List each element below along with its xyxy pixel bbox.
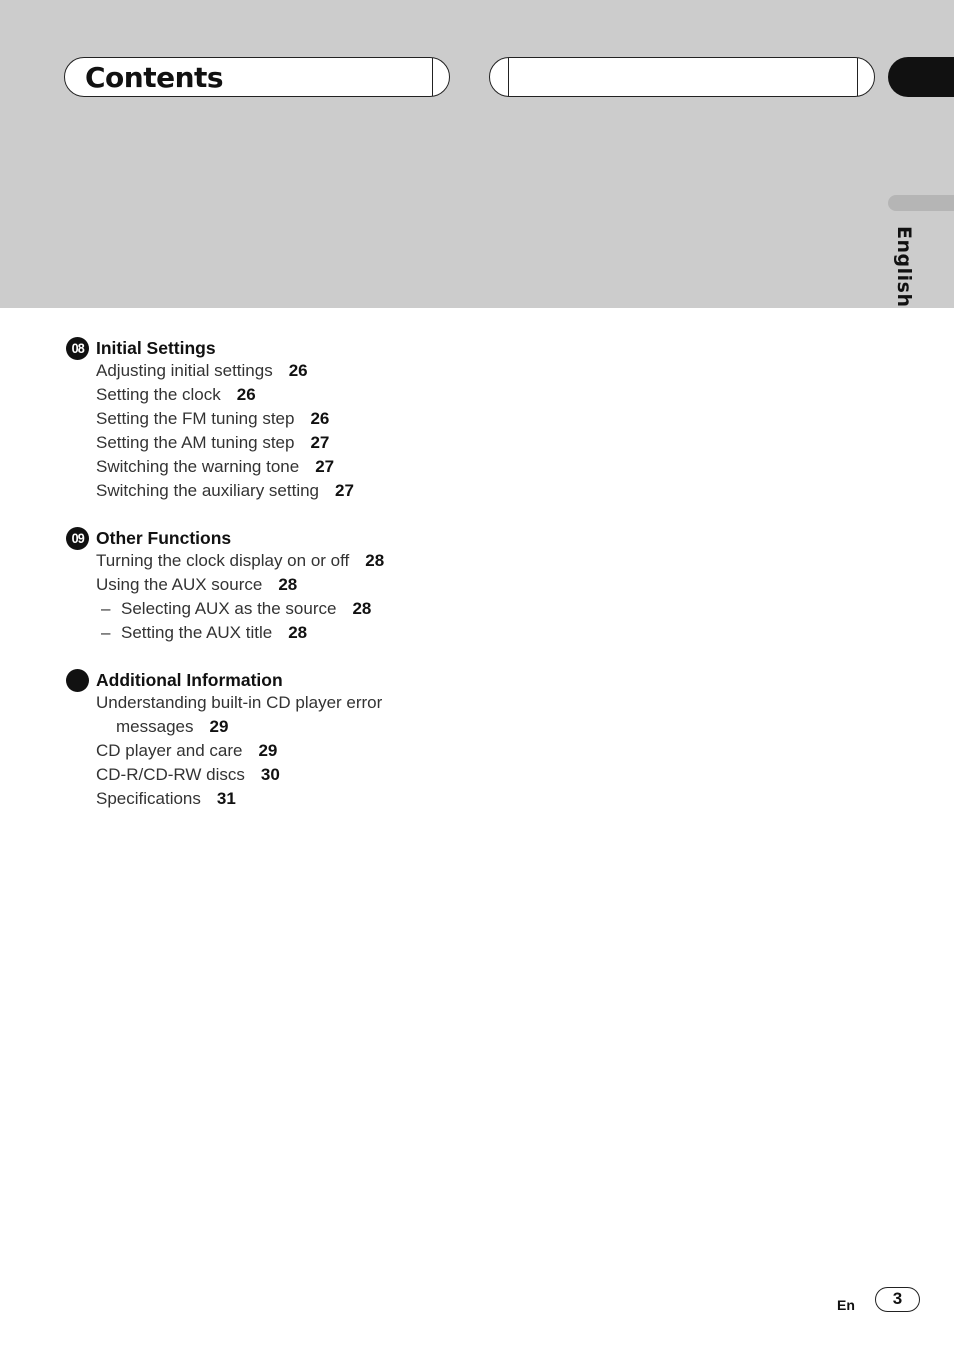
toc-subentry[interactable]: – Setting the AUX title 28 xyxy=(121,621,384,645)
section-heading xyxy=(66,337,354,359)
section-title[interactable]: Initial Settings xyxy=(96,338,216,358)
page-ref: 26 xyxy=(236,385,256,404)
page-ref: 26 xyxy=(288,361,308,380)
toc-entry[interactable]: Switching the auxiliary setting 27 xyxy=(96,481,354,500)
section-bullet-icon xyxy=(66,669,89,692)
gray-edge-tab xyxy=(888,195,954,211)
page-ref: 26 xyxy=(310,409,330,428)
toc-entry[interactable]: Setting the AM tuning step 27 xyxy=(96,433,330,452)
toc-entry[interactable]: Setting the FM tuning step 26 xyxy=(96,409,330,428)
section-heading xyxy=(66,669,382,691)
section-title[interactable]: Other Functions xyxy=(96,528,232,548)
toc-entry[interactable]: Setting the clock 26 xyxy=(96,385,256,404)
title-box xyxy=(64,57,450,97)
blank-header-box xyxy=(489,57,875,97)
toc-subentry[interactable]: – Selecting AUX as the source 28 xyxy=(121,597,384,621)
toc-entry[interactable]: Understanding built-in CD player error xyxy=(96,693,383,712)
dash-bullet: – xyxy=(101,599,111,618)
page-ref: 28 xyxy=(365,551,385,570)
section-heading xyxy=(66,527,384,549)
section-additional-information xyxy=(66,669,382,811)
footer-page-number: 3 xyxy=(875,1287,920,1312)
page-ref: 28 xyxy=(278,575,298,594)
language-label: English xyxy=(893,226,915,308)
title-box-divider xyxy=(432,58,433,96)
page-ref: 29 xyxy=(258,741,278,760)
blank-box-divider-left xyxy=(508,58,509,96)
toc-entry[interactable]: Using the AUX source 28 xyxy=(96,575,298,594)
toc-entry[interactable]: Switching the warning tone 27 xyxy=(96,457,335,476)
blank-box-divider-right xyxy=(857,58,858,96)
section-number-badge: 08 xyxy=(66,337,89,360)
header-band xyxy=(0,0,954,308)
section-title[interactable]: Additional Information xyxy=(96,670,283,690)
section-number-badge: 09 xyxy=(66,527,89,550)
black-edge-tab xyxy=(888,57,954,97)
page-ref: 27 xyxy=(335,481,354,500)
footer-language-code: En xyxy=(837,1297,855,1313)
toc-entry-continuation[interactable]: messages 29 xyxy=(116,717,229,736)
dash-bullet: – xyxy=(101,623,111,642)
section-other-functions xyxy=(66,527,384,645)
page-ref: 28 xyxy=(352,599,372,618)
toc-entry[interactable]: Specifications 31 xyxy=(96,789,236,808)
page-ref: 27 xyxy=(310,433,330,452)
page-ref: 28 xyxy=(288,623,308,642)
page-ref: 27 xyxy=(315,457,335,476)
toc-entry[interactable]: Turning the clock display on or off 28 xyxy=(96,551,385,570)
page-title: Contents xyxy=(85,61,224,94)
toc-entry[interactable]: Adjusting initial settings 26 xyxy=(96,361,308,380)
page-ref: 29 xyxy=(209,717,229,736)
toc-entry[interactable]: CD player and care 29 xyxy=(96,741,278,760)
section-initial-settings xyxy=(66,337,354,503)
toc-entry[interactable]: CD-R/CD-RW discs 30 xyxy=(96,765,280,784)
page-ref: 31 xyxy=(216,789,236,808)
page-ref: 30 xyxy=(260,765,280,784)
